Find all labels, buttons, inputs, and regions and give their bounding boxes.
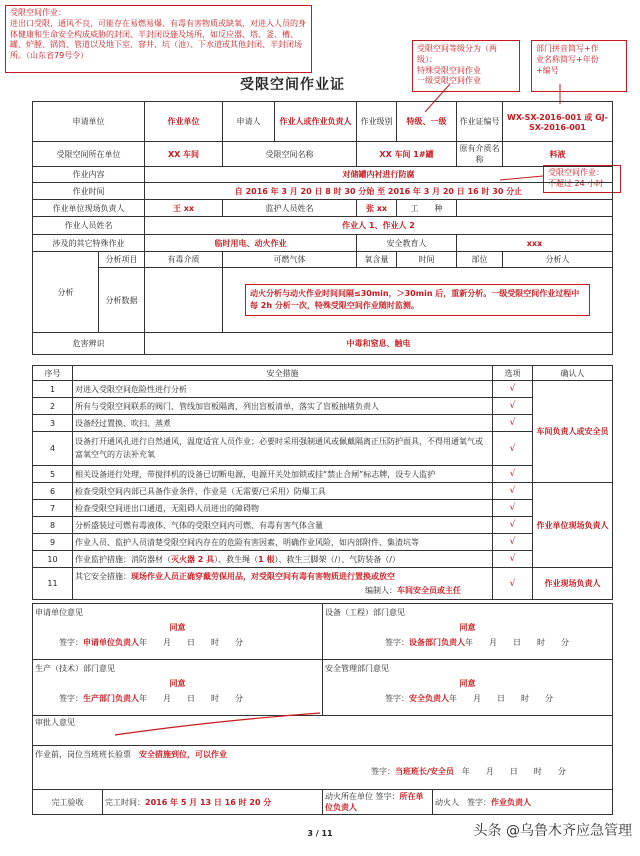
- apply-date: 年 月 日 时 分: [139, 638, 243, 648]
- row-7-no: 7: [33, 500, 73, 517]
- row-8-no: 8: [33, 517, 73, 534]
- row-2-no: 2: [33, 398, 73, 415]
- applicant-label: 申请人: [223, 102, 275, 142]
- row-4-tick[interactable]: √: [493, 432, 533, 466]
- analysis-col-toxic: 有毒介质: [145, 252, 223, 268]
- row-10-mid: ）、救生绳（: [214, 554, 259, 564]
- edu-value: xxx: [457, 235, 613, 252]
- row-1-no: 1: [33, 381, 73, 398]
- permit-header-table: [32, 101, 613, 355]
- safety-measures-table: [32, 365, 613, 600]
- apply-opinion-agree: 同意: [169, 623, 186, 633]
- analysis-data-blank: [145, 268, 223, 333]
- code-note-line-3: +编号: [536, 65, 559, 75]
- level-note-title: 受限空间等级分为（两级）：: [417, 44, 497, 64]
- row-6-no: 6: [33, 483, 73, 500]
- worker-label: 作业人员姓名: [33, 217, 145, 235]
- confirm-c: 作业现场负责人: [533, 568, 613, 600]
- fire-unit-value: 所在单位负责人: [325, 792, 424, 812]
- content-label: 作业内容: [33, 167, 145, 183]
- medium-label: 原有介质名称: [457, 142, 503, 167]
- approver-label: 审批人意见: [35, 718, 75, 727]
- finish-time-label: 完工时间：: [105, 797, 145, 807]
- prod-date: 年 月 日 时 分: [139, 694, 243, 704]
- shift-date: 年 月 日 时 分: [461, 766, 566, 776]
- fire-unit-sign-label: 签字：: [375, 792, 400, 801]
- prod-signer: 生产部门负责人: [83, 694, 139, 704]
- row-5-tick[interactable]: √: [493, 466, 533, 483]
- row-10-end: ）、救生三脚架（/）、气防装备（/）: [274, 554, 400, 564]
- edu-label: 安全教育人: [357, 235, 457, 252]
- row-11-tick[interactable]: √: [493, 568, 533, 600]
- onsite-value: 王 xx: [145, 200, 223, 217]
- measure-header: 安全措施: [73, 366, 493, 381]
- analysis-data-area: [223, 268, 613, 333]
- row-3-no: 3: [33, 415, 73, 432]
- medium-value: 料液: [503, 142, 613, 167]
- row-9-no: 9: [33, 534, 73, 551]
- fire-person-label: 动火人: [435, 797, 459, 807]
- option-header: 选项: [493, 366, 533, 381]
- fire-person-sign-label: 签字：: [467, 797, 491, 807]
- shift-label: 作业前，岗位当班班长验票: [35, 750, 131, 759]
- finish-label: 完工验收: [33, 790, 103, 815]
- row-10-prefix: 作业监护措施：消防器材（: [75, 554, 171, 564]
- worker-value: 作业人 1、作业人 2: [145, 217, 613, 235]
- page-number: 3 / 11: [307, 829, 333, 838]
- equip-signer: 设备部门负责人: [409, 638, 465, 648]
- shift-check-cell: [33, 746, 613, 790]
- row-10-extinguisher: 灭火器 2 具: [171, 554, 215, 564]
- other-work-label: 涉及的其它特殊作业: [33, 235, 145, 252]
- row-11-text: [73, 568, 493, 600]
- fire-person-cell: [433, 790, 613, 815]
- fire-unit-cell: [323, 790, 433, 815]
- row-1-tick[interactable]: √: [493, 381, 533, 398]
- trade-value: [457, 200, 613, 217]
- time-note-line-2: 不超过 24 小时: [548, 178, 604, 188]
- analysis-col-oxygen: 氧含量: [357, 252, 397, 268]
- row-11-content: 现场作业人员正确穿戴劳保用品，对受限空间有毒有害物质进行置换或放空: [131, 571, 395, 581]
- equip-opinion-cell: [323, 604, 613, 660]
- row-2-text: 所有与受限空间联系的阀门、管线加盲板隔离，列出盲板清单，落实了盲板抽堵负责人: [73, 398, 493, 415]
- fire-person-value: 作业负责人: [491, 797, 531, 807]
- content-value: 对储罐内衬进行防腐: [145, 167, 613, 183]
- prod-opinion-label: 生产（技术）部门意见: [35, 664, 115, 673]
- equip-opinion-agree: 同意: [459, 623, 476, 633]
- onsite-label: 作业单位现场负责人: [33, 200, 145, 217]
- apply-unit-label: 申请单位: [33, 102, 145, 142]
- space-name-value: XX 车间 1#罐: [357, 142, 457, 167]
- row-10-no: 10: [33, 551, 73, 568]
- row-3-text: 设备经过置换、吹扫、蒸煮: [73, 415, 493, 432]
- equip-opinion-label: 设备（工程）部门意见: [325, 608, 405, 617]
- row-9-text: 作业人员、监护人员清楚受限空间内存在的危险有害因素，明确作业风险，如内部附件、集渣坑等: [73, 534, 493, 551]
- prod-opinion-agree: 同意: [169, 679, 186, 689]
- row-2-tick[interactable]: √: [493, 398, 533, 415]
- safety-opinion-label: 安全管理部门意见: [325, 664, 389, 673]
- safety-signer: 安全负责人: [409, 694, 449, 704]
- monitor-value: 张 xx: [357, 200, 397, 217]
- hazard-label: 危害辨识: [33, 333, 145, 355]
- row-5-no: 5: [33, 466, 73, 483]
- analysis-col-time: 时间: [397, 252, 457, 268]
- space-unit-label: 受限空间所在单位: [33, 142, 145, 167]
- apply-unit-value: 作业单位: [145, 102, 223, 142]
- analysis-col-analyst: 分析人: [503, 252, 613, 268]
- applicant-value: 作业人或作业负责人: [275, 102, 357, 142]
- analysis-item-label: 分析项目: [99, 252, 145, 268]
- code-note-line-2: 业名称简写+年份: [536, 54, 599, 64]
- safety-date: 年 月 日 时 分: [449, 694, 553, 704]
- prod-sign-label: 签字：: [59, 694, 83, 704]
- equip-date: 年 月 日 时 分: [465, 638, 569, 648]
- safety-sign-label: 签字：: [385, 694, 409, 704]
- row-4-text: 设备打开通风孔进行自然通风，温度适宜人员作业；必要时采用强制通风或佩戴隔离正压防护面具，不得用通氧气或富氧空气的方法补充氧: [73, 432, 493, 466]
- safety-opinion-cell: [323, 660, 613, 716]
- confirm-a: 车间负责人或安全员: [533, 381, 613, 483]
- row-8-tick[interactable]: √: [493, 517, 533, 534]
- level-value: 特级、一级: [397, 102, 457, 142]
- prod-opinion-cell: [33, 660, 323, 716]
- analysis-col-flammable: 可燃气体: [223, 252, 357, 268]
- shift-value: 安全措施到位，可以作业: [139, 750, 227, 759]
- time-value: 自 2016 年 3 月 20 日 8 时 30 分始 至 2016 年 3 月 20 日 16 时 30 分止: [145, 183, 613, 200]
- apply-opinion-cell: [33, 604, 323, 660]
- row-11-no: 11: [33, 568, 73, 600]
- level-label: 作业级别: [357, 102, 397, 142]
- confirm-b: 作业单位现场负责人: [533, 483, 613, 568]
- row-11-editor-value: 车间安全员或主任: [397, 585, 461, 595]
- row-11-prefix: 其它安全措施：: [75, 571, 131, 581]
- row-5-text: 相关设备进行处理，带搅拌机的设备已切断电源，电源开关处加锁或挂“禁止合闸”标志牌，设专人监护: [73, 466, 493, 483]
- row-4-no: 4: [33, 432, 73, 466]
- row-10-rope: 1 根: [258, 554, 275, 564]
- watermark: 头条 @乌鲁木齐应急管理: [473, 823, 632, 839]
- equip-sign-label: 签字：: [385, 638, 409, 648]
- level-note-item-1: 特殊受限空间作业: [417, 65, 481, 75]
- confirm-header: 确认人: [533, 366, 613, 381]
- row-11-editor-label: 编制人：: [365, 585, 397, 595]
- definition-note-body: 进出口受限，通风不良，可能存在易燃易爆、有毒有害物质或缺氧，对进入人员的身体健康和生命安全构成威胁的封闭、半封闭设施及场所，如反应器、塔、釜、槽、罐、炉膛、锅筒、管道以及地下室、窨井、坑（池）、下水道或其他封闭、半封闭场所。（山东省79号令）: [10, 18, 306, 61]
- other-work-value: 临时用电、动火作业: [145, 235, 357, 252]
- apply-opinion-label: 申请单位意见: [35, 608, 83, 617]
- shift-sign-label: 签字：: [371, 766, 395, 776]
- safety-opinion-agree: 同意: [459, 679, 476, 689]
- definition-note-title: 受限空间作业：: [10, 8, 66, 17]
- fire-unit-label: 动火所在单位: [325, 792, 373, 801]
- row-7-tick[interactable]: √: [493, 500, 533, 517]
- row-7-text: 检查受限空间进出口通道，无阻碍人员进出的障碍物: [73, 500, 493, 517]
- row-10-tick[interactable]: √: [493, 551, 533, 568]
- cert-no-value: WX-SX-2016-001 或 GJ-SX-2016-001: [503, 102, 613, 142]
- row-8-text: 分析盛装过可燃有毒液体、气体的受限空间内可燃、有毒有害气体含量: [73, 517, 493, 534]
- level-note-item-2: 一级受限空间作业: [417, 76, 481, 86]
- trade-label: 工 种: [397, 200, 457, 217]
- shift-signer: 当班班长/安全员: [395, 766, 454, 776]
- monitor-label: 监护人员姓名: [223, 200, 357, 217]
- code-note-line-1: 部门拼音简写+作: [536, 44, 599, 53]
- apply-sign-label: 签字：: [59, 638, 83, 648]
- row-6-text: 检查受限空间内部已具备作业条件，作业是（无需要/已采用）防爆工具: [73, 483, 493, 500]
- analysis-col-location: 部位: [457, 252, 503, 268]
- finish-time-value: 2016 年 5 月 13 日 16 时 20 分: [145, 797, 272, 807]
- space-unit-value: XX 车间: [145, 142, 223, 167]
- row-10-text: [73, 551, 493, 568]
- time-label: 作业时间: [33, 183, 145, 200]
- analysis-note: 动火分析与动火作业时间间隔≤30min，＞30min 后，重新分析。一级受限空间作业过程中每 2h 分析一次，特殊受限空间作业随时监测。: [245, 284, 590, 316]
- space-name-label: 受限空间名称: [223, 142, 357, 167]
- row-3-tick[interactable]: √: [493, 415, 533, 432]
- analysis-data-label: 分析数据: [99, 268, 145, 333]
- apply-signer: 申请单位负责人: [83, 638, 139, 648]
- row-1-text: 对进入受限空间危险性进行分析: [73, 381, 493, 398]
- approver-signature-stroke: [110, 709, 330, 739]
- cert-no-label: 作业证编号: [457, 102, 503, 142]
- time-note-line-1: 受限空间作业：: [548, 168, 604, 177]
- analysis-label: 分析: [33, 252, 99, 333]
- document-title: 受限空间作业证: [240, 77, 345, 93]
- finish-time-cell: [103, 790, 323, 815]
- row-9-tick[interactable]: √: [493, 534, 533, 551]
- seq-header: 序号: [33, 366, 73, 381]
- row-6-tick[interactable]: √: [493, 483, 533, 500]
- hazard-value: 中毒和窒息、触电: [145, 333, 613, 355]
